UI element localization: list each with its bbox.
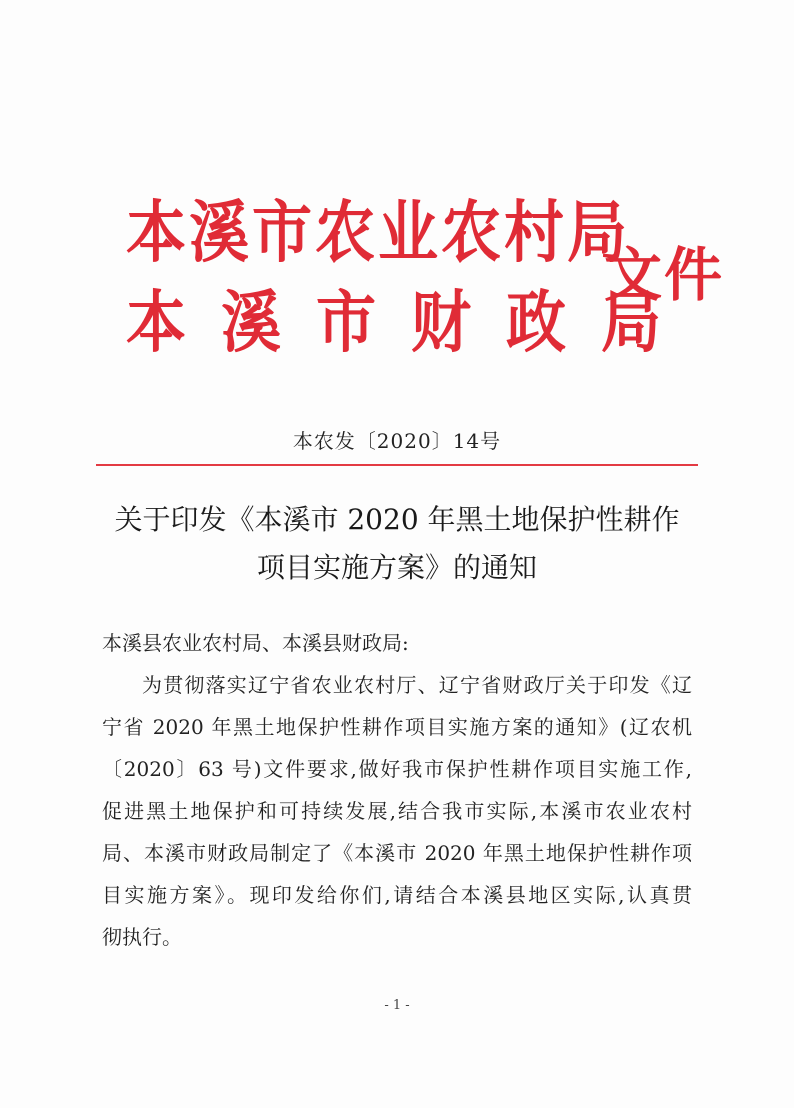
- page-number: - 1 -: [384, 998, 410, 1013]
- masthead-agency-1: 本溪市农业农村局: [126, 194, 630, 273]
- body-paragraph: [102, 664, 692, 958]
- red-masthead: [0, 0, 794, 420]
- title-line-1: 关于印发《本溪市 2020 年黑土地保护性耕作: [114, 503, 680, 536]
- masthead-suffix: 文件: [604, 241, 725, 309]
- body-line: 局、本溪市财政局制定了《本溪市 2020 年黑土地保护性耕作项: [102, 841, 692, 865]
- document-number: 本农发〔2020〕14号: [292, 429, 502, 453]
- title-line-2: 项目实施方案》的通知: [256, 551, 537, 584]
- body-line: 〔2020〕63 号)文件要求,做好我市保护性耕作项目实施工作,: [102, 757, 692, 781]
- body-line: 宁省 2020 年黑土地保护性耕作项目实施方案的通知》(辽农机: [102, 715, 692, 739]
- salutation: 本溪县农业农村局、本溪县财政局:: [102, 631, 409, 655]
- body-line: 彻执行。: [102, 925, 182, 949]
- red-divider-rule: [96, 464, 698, 466]
- body-line: 促进黑土地保护和可持续发展,结合我市实际,本溪市农业农村: [102, 799, 692, 823]
- document-title: [0, 496, 794, 592]
- body-line: 目实施方案》。现印发给你们,请结合本溪县地区实际,认真贯: [102, 883, 692, 907]
- masthead-agency-2: 本溪市财政局: [126, 284, 696, 363]
- body-line: 为贯彻落实辽宁省农业农村厅、辽宁省财政厅关于印发《辽: [142, 673, 692, 697]
